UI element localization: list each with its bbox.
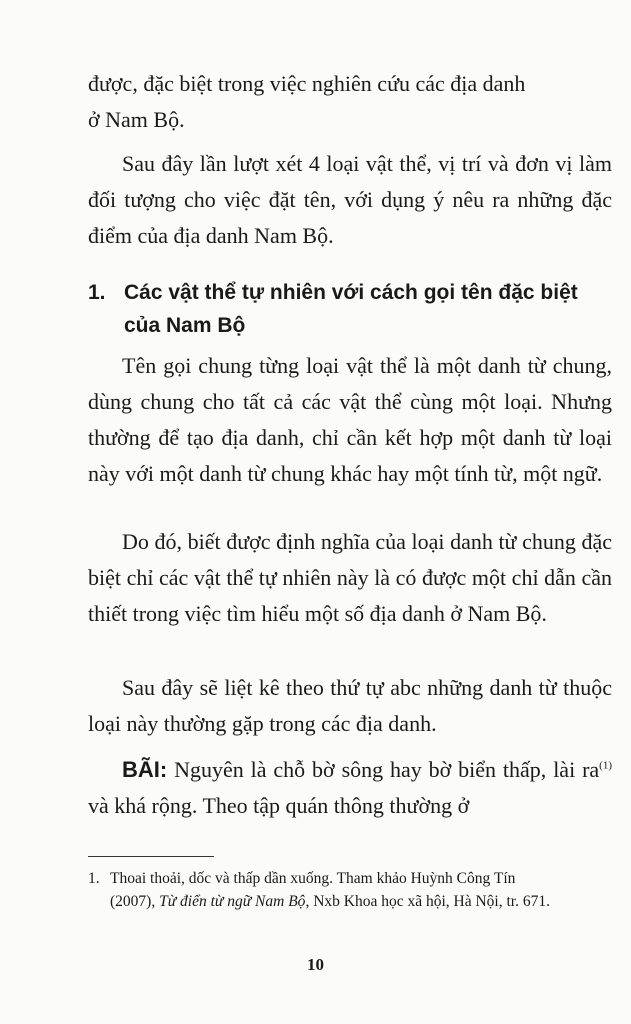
paragraph-line: được, đặc biệt trong việc nghiên cứu các địa danh	[88, 71, 526, 96]
footnote	[88, 867, 612, 913]
paragraph-entry-bai	[88, 752, 612, 824]
section-heading	[88, 276, 618, 342]
entry-text: Nguyên là chỗ bờ sông hay bờ biển thấp, lài ra	[167, 757, 600, 782]
entry-term: BÃI:	[122, 757, 168, 782]
footnote-publisher: , Nxb Khoa học xã hội, Hà Nội, tr. 671.	[305, 893, 550, 910]
paragraph-definition: Tên gọi chung từng loại vật thể là một danh từ chung, dùng chung cho tất cả các vật thể cùng một loại. Nhưng thường để tạo địa danh, chỉ cần kết hợp một danh từ loại này với một danh từ chung khác hay một tính từ, một ngữ.	[88, 353, 612, 486]
section-title-line2: của Nam Bộ	[124, 314, 246, 337]
footnote-line1: Thoai thoải, dốc và thấp dần xuống. Tham khảo Huỳnh Công Tín	[110, 870, 516, 887]
footnote-divider	[88, 856, 214, 857]
section-title-line1: Các vật thể tự nhiên với cách gọi tên đặc biệt	[124, 281, 578, 304]
page-number: 10	[307, 955, 324, 974]
paragraph-continuation	[88, 66, 612, 138]
paragraph-intro: Sau đây lần lượt xét 4 loại vật thể, vị trí và đơn vị làm đối tượng cho việc đặt tên, với dụng ý nêu ra những đặc điểm của địa danh Nam Bộ.	[88, 151, 612, 248]
entry-text-cont: và khá rộng. Theo tập quán thông thường ở	[88, 793, 470, 818]
footnote-mark: 1.	[88, 870, 100, 887]
footnote-year: (2007),	[110, 893, 160, 910]
footnote-book-title: Từ điển từ ngữ Nam Bộ	[159, 893, 306, 910]
paragraph-line: ở Nam Bộ.	[88, 107, 185, 132]
section-number: 1.	[88, 281, 106, 304]
footnote-reference: (1)	[599, 759, 612, 772]
paragraph-list-intro: Sau đây sẽ liệt kê theo thứ tự abc những danh từ thuộc loại này thường gặp trong các địa danh.	[88, 675, 612, 736]
paragraph-consequence: Do đó, biết được định nghĩa của loại danh từ chung đặc biệt chỉ các vật thể tự nhiên này là có được một chỉ dẫn cần thiết trong việc tìm hiểu một số địa danh ở Nam Bộ.	[88, 529, 612, 626]
